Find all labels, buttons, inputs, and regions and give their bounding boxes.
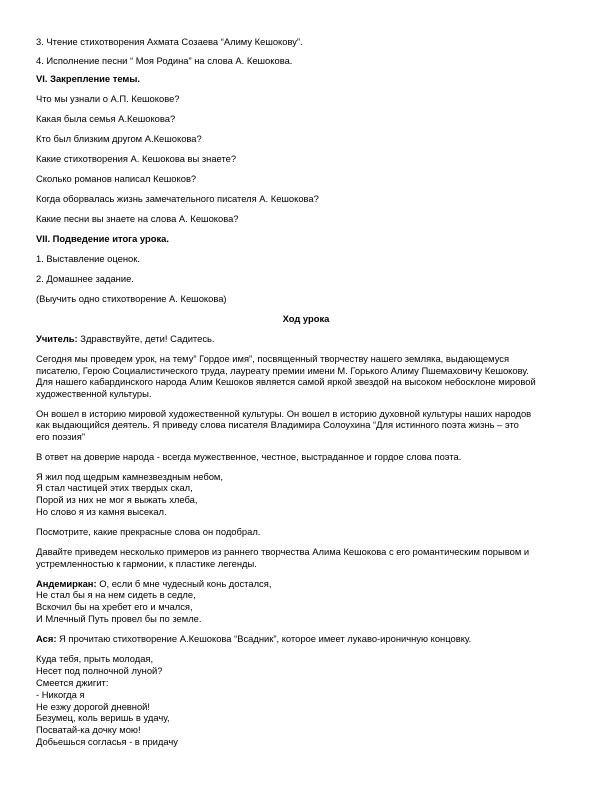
poem-line: Вскочил бы на хребет его и мчался, [36, 601, 193, 613]
poem-line: Добьешься согласья - в придачу [36, 735, 178, 747]
poem-stanza [36, 653, 576, 747]
question-item: Кто был близким другом А.Кешокова? [36, 133, 202, 144]
question-item: Какая была семья А.Кешокова? [36, 113, 176, 124]
paragraph: В ответ на доверие народа - всегда мужественное, честное, выстраданное и гордое слова поэта. [36, 450, 462, 462]
poem-line: Не езжу дорогой дневной! [36, 700, 151, 712]
list-item: 3. Чтение стихотворения Ахмата Созаева “Алиму Кешокову”. [36, 36, 303, 47]
paragraph-line: Сегодня мы проведем урок, на тему” Гордое имя”, посвященный творчеству нашего земляка, выдающемуся [36, 353, 510, 364]
paragraph-line: Он вошел в историю мировой художественной культуры. Он вошел в историю духовной культуры наших народов [36, 407, 532, 419]
list-item: 2. Домашнее задание. [36, 273, 134, 284]
lesson-title: Ход урока [282, 313, 330, 324]
poem-stanza [36, 578, 576, 625]
section-heading-7: VII. Подведение итога урока. [36, 233, 169, 244]
speech-text: О, если б мне чудесный конь достался, [96, 577, 272, 589]
paragraph [36, 546, 576, 569]
poem-line: Несет под полночной луной? [36, 665, 163, 677]
poem-line: Безумец, коль веришь в удачу, [36, 712, 170, 724]
question-item: Какие песни вы знаете на слова А. Кешокова? [36, 213, 239, 224]
poem-line: Куда тебя, прыть молодая, [36, 653, 154, 665]
question-item: Что мы узнали о А.П. Кешокове? [36, 93, 180, 104]
poem-line: Но слово я из камня высекал. [36, 505, 167, 517]
paragraph [36, 353, 576, 399]
document-page [36, 36, 576, 748]
speech-text: Здравствуйте, дети! Садитесь. [77, 333, 215, 344]
poem-line: Я стал частицей этих твердых скал, [36, 482, 193, 494]
teacher-line [36, 333, 576, 345]
paragraph [36, 408, 576, 443]
paragraph-line: Для нашего кабардинского народа Алим Кешоков является самой яркой звездой на высоком небосклоне мировой [36, 376, 536, 387]
poem-stanza [36, 471, 576, 518]
poem-line: Порой из них не мог я выжать хлеба, [36, 494, 198, 506]
paragraph-line: Давайте приведем несколько примеров из раннего творчества Алима Кешокова с его романтическим порывом и [36, 546, 530, 558]
poem-line: Посватай-ка дочку мою! [36, 724, 141, 736]
poem-line: Смеется джигит: [36, 676, 109, 688]
paragraph-line: писателю, Герою Социалистического труда, лауреату премии имени М. Горького Алиму Пшемаховичу Кешокову. [36, 364, 529, 376]
paragraph-line: его поэзия” [36, 430, 85, 442]
poem-line: - Никогда я [36, 688, 85, 700]
question-item: Сколько романов написал Кешоков? [36, 173, 197, 184]
question-item: Какие стихотворения А. Кешокова вы знаете? [36, 153, 237, 164]
paragraph-line: художественной культуры. [36, 387, 152, 399]
asya-line [36, 633, 576, 645]
paragraph: Посмотрите, какие прекрасные слова он подобрал. [36, 526, 261, 538]
poem-line: И Млечный Путь провел бы по земле. [36, 613, 202, 625]
speaker-name: Андемиркан: [36, 577, 97, 589]
paragraph-line: как выдающийся деятель. Я приведу слова писателя Владимира Солоухина “Для истинного поэта жизнь – это [36, 419, 519, 430]
poem-line: Я жил под щедрым камнезвездным небом, [36, 470, 223, 482]
list-item: 1. Выставление оценок. [36, 253, 140, 264]
paragraph-line: устремленностью к гармонии, к пластике легенды. [36, 557, 257, 569]
speaker-name: Ася: [36, 633, 57, 645]
poem-line [36, 578, 576, 590]
poem-line: Не стал бы я на нем сидеть в седле, [36, 589, 196, 601]
list-item: (Выучить одно стихотворение А. Кешокова) [36, 293, 227, 304]
speech-text: Я прочитаю стихотворение А.Кешокова “Всадник”, которое имеет лукаво-ироничную концовку. [56, 633, 472, 645]
speaker-name: Учитель: [36, 333, 78, 344]
list-item: 4. Исполнение песни “ Моя Родина” на слова А. Кешокова. [36, 54, 293, 66]
question-item: Когда оборвалась жизнь замечательного писателя А. Кешокова? [36, 193, 319, 204]
section-heading-6: VI. Закрепление темы. [36, 73, 140, 84]
